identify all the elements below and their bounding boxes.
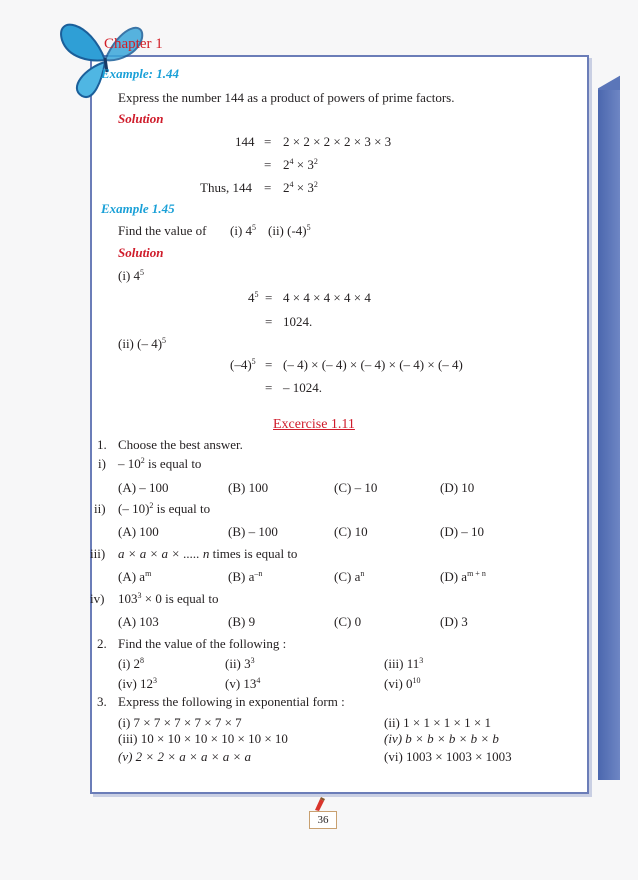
q3-item: (iv) b × b × b × b × b bbox=[384, 731, 499, 746]
mcq-stem: a × a × a × ..... n times is equal to bbox=[118, 546, 298, 561]
example-145-question: Find the value of bbox=[118, 223, 207, 238]
sub-ii-result: – 1024. bbox=[283, 380, 322, 395]
q1-text: Choose the best answer. bbox=[118, 437, 243, 452]
eq3-lhs: Thus, 144 bbox=[200, 180, 252, 195]
mcq-option-c: (C) $a^n$ bbox=[334, 569, 365, 584]
q3-item: (ii) 1 × 1 × 1 × 1 × 1 bbox=[384, 715, 491, 730]
q2-item: (v) $13^4$ bbox=[225, 676, 261, 691]
eq3-rhs: $2^4 \times 3^2$ bbox=[283, 180, 318, 195]
mcq-option-c: (C) 10 bbox=[334, 524, 368, 539]
eq1-lhs: 144 bbox=[235, 134, 255, 149]
q3-item: (i) 7 × 7 × 7 × 7 × 7 × 7 bbox=[118, 715, 242, 730]
mcq-option-a: (A) $a^m$ bbox=[118, 569, 152, 584]
mcq-option-d: (D) 10 bbox=[440, 480, 475, 495]
page-number: 36 bbox=[309, 811, 337, 829]
eq1-rhs: 2 × 2 × 2 × 2 × 3 × 3 bbox=[283, 134, 392, 149]
sub-ii-equals: = bbox=[265, 357, 273, 372]
eq1-equals: = bbox=[264, 134, 272, 149]
q2-item: (iii) $11^3$ bbox=[384, 656, 424, 671]
mcq-option-d: (D) $a^{m + n}$ bbox=[440, 569, 486, 584]
mcq-option-a: (A) 103 bbox=[118, 614, 159, 629]
sub-i-lhs: $4^5$ bbox=[248, 290, 259, 305]
q2-item: (ii) $3^3$ bbox=[225, 656, 255, 671]
q2-number: 2. bbox=[97, 636, 107, 651]
q3-item: (iii) 10 × 10 × 10 × 10 × 10 × 10 bbox=[118, 731, 288, 746]
eq3-equals: = bbox=[264, 180, 272, 195]
q3-item: (vi) 1003 × 1003 × 1003 bbox=[384, 749, 512, 764]
sub-i-equals-2: = bbox=[265, 314, 273, 329]
example-144-solution-label: Solution bbox=[118, 111, 164, 126]
mcq-option-a: (A) 100 bbox=[118, 524, 159, 539]
q3-item: (v) 2 × 2 × a × a × a × a bbox=[118, 749, 252, 764]
mcq-option-c: (C) – 10 bbox=[334, 480, 378, 495]
sub-ii-rhs: (– 4) × (– 4) × (– 4) × (– 4) × (– 4) bbox=[283, 357, 463, 372]
sub-i-equals: = bbox=[265, 290, 273, 305]
example-145-part-ii: (ii) $(-4)^5$ bbox=[268, 223, 311, 238]
example-144-question: Express the number 144 as a product of powers of prime factors. bbox=[118, 90, 455, 105]
mcq-number: i) bbox=[98, 456, 106, 471]
mcq-stem: (– 10)$^2$ is equal to bbox=[118, 501, 211, 516]
pencil-icon bbox=[312, 796, 332, 812]
q3-text: Express the following in exponential form : bbox=[118, 694, 345, 709]
exercise-title: Excercise 1.11 bbox=[273, 417, 355, 432]
sub-ii-equals-2: = bbox=[265, 380, 273, 395]
mcq-option-b: (B) $a^{-n}$ bbox=[228, 569, 263, 584]
chapter-label: Chapter 1 bbox=[104, 36, 163, 52]
q2-item: (i) $2^8$ bbox=[118, 656, 145, 671]
mcq-option-b: (B) 9 bbox=[228, 614, 256, 629]
mcq-option-b: (B) – 100 bbox=[228, 524, 278, 539]
mcq-option-d: (D) 3 bbox=[440, 614, 468, 629]
sub-i-label: (i) $4^5$ bbox=[118, 268, 145, 283]
q2-text: Find the value of the following : bbox=[118, 636, 287, 651]
mcq-stem: $103^3 \times 0$ is equal to bbox=[118, 591, 219, 606]
mcq-stem: – $10^2$ is equal to bbox=[118, 456, 202, 471]
q2-item: (iv) $12^3$ bbox=[118, 676, 158, 691]
mcq-number: iv) bbox=[90, 591, 105, 606]
mcq-number: iii) bbox=[90, 546, 106, 561]
q3-number: 3. bbox=[97, 694, 107, 709]
eq2-equals: = bbox=[264, 157, 272, 172]
eq2-rhs: $2^4 \times 3^2$ bbox=[283, 157, 318, 172]
example-145-solution-label: Solution bbox=[118, 245, 164, 260]
example-144-heading: Example: 1.44 bbox=[101, 66, 179, 81]
mcq-number: ii) bbox=[94, 501, 106, 516]
sub-i-rhs: 4 × 4 × 4 × 4 × 4 bbox=[283, 290, 371, 305]
sub-i-result: 1024. bbox=[283, 314, 313, 329]
example-145-heading: Example 1.45 bbox=[101, 201, 175, 216]
mcq-option-c: (C) 0 bbox=[334, 614, 362, 629]
sidebar-decoration bbox=[598, 90, 620, 780]
example-145-part-i: (i) $4^5$ bbox=[230, 223, 257, 238]
mcq-option-d: (D) – 10 bbox=[440, 524, 485, 539]
mcq-option-a: (A) – 100 bbox=[118, 480, 169, 495]
mcq-option-b: (B) 100 bbox=[228, 480, 269, 495]
sub-ii-lhs: $(-4)^5$ bbox=[230, 357, 256, 372]
q1-number: 1. bbox=[97, 437, 107, 452]
sub-ii-label: (ii) (– 4)$^5$ bbox=[118, 336, 167, 351]
q2-item: (vi) $0^{10}$ bbox=[384, 676, 421, 691]
